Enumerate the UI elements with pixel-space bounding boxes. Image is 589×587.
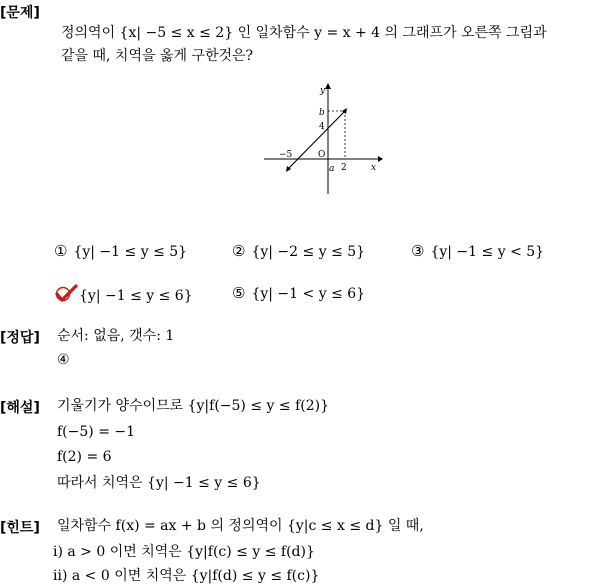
check-mark-icon — [54, 284, 78, 304]
answer-value: ④ — [57, 352, 70, 368]
explanation-line-4: 따라서 치역은 {y| −1 ≤ y ≤ 6} — [57, 475, 261, 491]
label-b: b — [319, 108, 325, 118]
explanation-line-1: 기울기가 양수이므로 {y|f(−5) ≤ y ≤ f(2)} — [57, 398, 329, 414]
option-2-text: {y| −2 ≤ y ≤ 5} — [251, 244, 366, 260]
option-5-text: {y| −1 < y ≤ 6} — [251, 286, 366, 302]
function-line — [288, 111, 345, 169]
option-1-text: {y| −1 ≤ y ≤ 5} — [73, 244, 188, 260]
problem-line-1: 정의역이 {x| −5 ≤ x ≤ 2} 인 일차함수 y = x + 4 의 그래프가 오른쪽 그림과 — [61, 25, 547, 41]
explanation-tag: [해설] — [0, 400, 40, 416]
option-5[interactable] — [232, 284, 365, 302]
label-4: 4 — [319, 122, 325, 132]
label-origin: O — [318, 150, 326, 160]
option-4[interactable] — [54, 284, 193, 304]
explanation-line-3: f(2) = 6 — [57, 449, 112, 465]
label-2: 2 — [341, 163, 347, 173]
label-a: a — [329, 164, 335, 174]
option-1[interactable] — [54, 242, 187, 260]
hint-tag: [힌트] — [0, 520, 40, 536]
option-2-number: ② — [232, 242, 246, 260]
option-5-number: ⑤ — [232, 284, 246, 302]
answer-tag: [정답] — [0, 330, 40, 346]
y-axis-arrow — [325, 83, 331, 89]
problem-tag: [문제] — [0, 5, 40, 21]
y-axis-label: y — [320, 86, 326, 96]
function-graph — [258, 80, 383, 198]
label-neg5: −5 — [279, 150, 293, 160]
option-3-number: ③ — [411, 242, 425, 260]
hint-line-3: ii) a < 0 이면 치역은 {y|f(d) ≤ y ≤ f(c)} — [53, 568, 320, 584]
option-2[interactable] — [232, 242, 365, 260]
x-axis-arrow — [378, 156, 383, 162]
option-3[interactable] — [411, 242, 544, 260]
option-4-text: {y| −1 ≤ y ≤ 6} — [79, 288, 193, 304]
explanation-line-2: f(−5) = −1 — [57, 424, 136, 440]
hint-line-2: i) a > 0 이면 치역은 {y|f(c) ≤ y ≤ f(d)} — [53, 544, 315, 560]
hint-line-1: 일차함수 f(x) = ax + b 의 정의역이 {y|c ≤ x ≤ d} 일 때, — [57, 518, 424, 534]
option-1-number: ① — [54, 242, 68, 260]
x-axis-label: x — [371, 163, 377, 173]
option-3-text: {y| −1 ≤ y < 5} — [430, 244, 545, 260]
problem-line-2: 같을 때, 치역을 옳게 구한것은? — [61, 48, 254, 64]
answer-meta: 순서: 없음, 갯수: 1 — [57, 328, 175, 344]
